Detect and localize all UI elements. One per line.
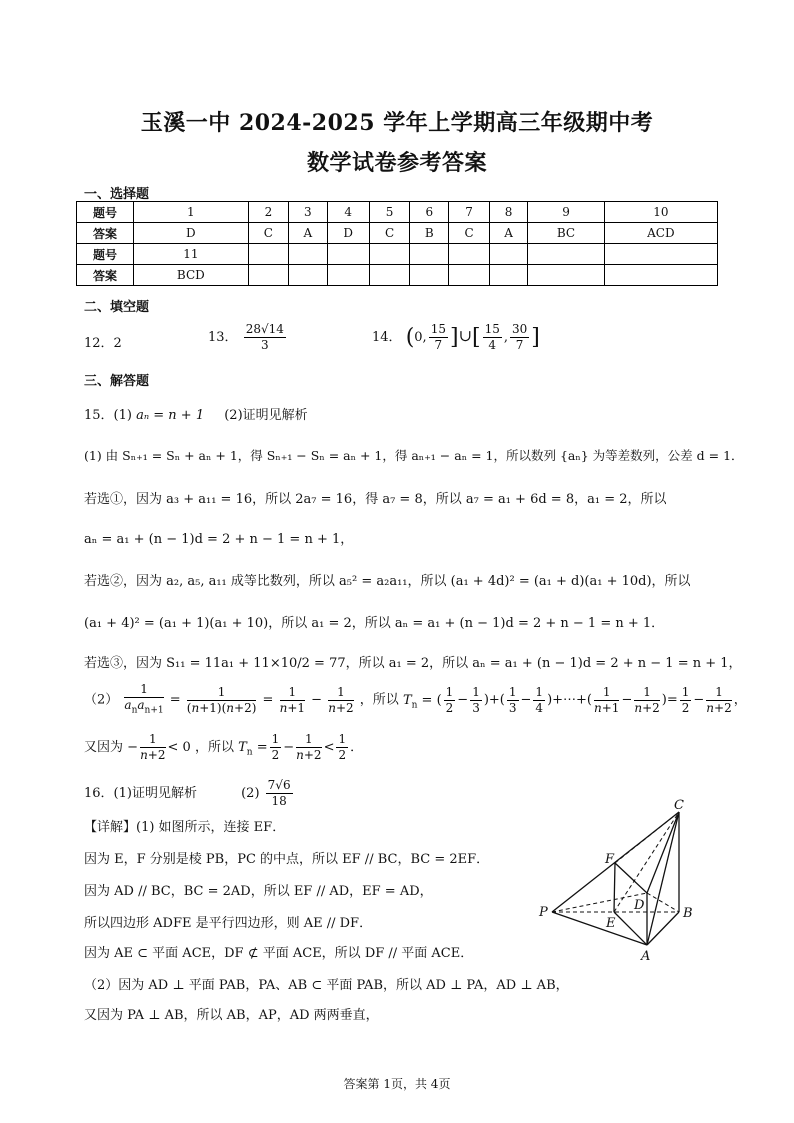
table-cell: 4 <box>327 202 369 223</box>
answer-13-label: 13． <box>208 330 238 345</box>
fraction <box>244 322 286 353</box>
table-row <box>77 223 718 244</box>
table-cell: D <box>327 223 369 244</box>
table-cell: 1 <box>134 202 249 223</box>
table-cell <box>528 244 604 265</box>
q15-head <box>84 404 308 423</box>
table-row <box>77 244 718 265</box>
answer-14-label: 14． <box>372 330 402 345</box>
table-cell: B <box>410 223 449 244</box>
q15-detail-2: 若选①，因为 a₃ + a₁₁ = 16，所以 2a₇ = 16，得 a₇ = 8，所以 a₇ = a₁ + 6d = 8，a₁ = 2，所以 <box>84 492 667 507</box>
q15-detail-6: 若选③，因为 S₁₁ = 11a₁ + 11×10/2 = 77，所以 a₁ = 2，所以 aₙ = a₁ + (n − 1)d = 2 + n − 1 = n + 1， <box>84 656 742 671</box>
table-cell: BC <box>528 223 604 244</box>
q16-detail-7: 又因为 PA ⊥ AB，所以 AB，AP，AD 两两垂直， <box>84 1008 379 1023</box>
table-cell: 9 <box>528 202 604 223</box>
table-cell <box>449 244 489 265</box>
table-cell <box>489 244 527 265</box>
table-cell: 11 <box>134 244 249 265</box>
q15-formula: aₙ = n + 1 <box>136 408 205 423</box>
q15-also: 又因为 <box>84 740 124 755</box>
table-header-cell: 答案 <box>77 265 134 286</box>
section-fill: 二、填空题 <box>84 300 150 315</box>
q16-head <box>84 778 295 809</box>
q15-so2: ，所以 <box>194 740 234 755</box>
table-cell <box>327 265 369 286</box>
q16-detail-5: 因为 AE ⊂ 平面 ACE，DF ⊄ 平面 ACE，所以 DF // 平面 ACE． <box>84 946 474 961</box>
section-solve: 三、解答题 <box>84 374 150 389</box>
table-cell: 6 <box>410 202 449 223</box>
table-cell: BCD <box>134 265 249 286</box>
q16-detail-2: 因为 E，F 分别是棱 PB，PC 的中点，所以 EF // BC，BC = 2EF． <box>84 852 490 867</box>
q15-so: ，所以 <box>359 692 399 708</box>
table-cell: C <box>248 223 288 244</box>
label-B: B <box>683 906 693 921</box>
table-cell: 8 <box>489 202 527 223</box>
section-choice: 一、选择题 <box>84 187 150 202</box>
table-cell <box>604 265 717 286</box>
page-subtitle: 数学试卷参考答案 <box>306 150 487 176</box>
fraction-numerator: 7√6 <box>267 778 291 792</box>
table-cell <box>410 244 449 265</box>
edge-AB <box>647 912 679 945</box>
q15-part2-label: （2） <box>84 692 119 708</box>
table-cell: C <box>369 223 409 244</box>
edge-AC <box>647 812 679 945</box>
fraction-denominator: 3 <box>260 338 269 352</box>
table-cell: D <box>134 223 249 244</box>
q15-detail-1: (1) 由 Sₙ₊₁ = Sₙ + aₙ + 1，得 Sₙ₊₁ − Sₙ = aₙ + 1，得 aₙ₊₁ − aₙ = 1，所以数列 {aₙ} 为等差数列，公差 d = 1． <box>84 448 744 463</box>
edge-DB <box>647 893 679 912</box>
table-header-cell: 题号 <box>77 244 134 265</box>
page-title: 玉溪一中 2024-2025 学年上学期高三年级期中考 <box>140 110 654 136</box>
table-cell: 10 <box>604 202 717 223</box>
q15-detail-5: (a₁ + 4)² = (a₁ + 1)(a₁ + 10)，所以 a₁ = 2，所以 aₙ = a₁ + (n − 1)d = 2 + n − 1 = n + 1． <box>84 616 665 631</box>
q16-detail-4: 所以四边形 ADFE 是平行四边形，则 AE // DF． <box>84 916 373 931</box>
pyramid-figure <box>530 795 710 965</box>
fraction-denominator: 18 <box>271 794 287 808</box>
edge-FD <box>615 863 647 893</box>
answer-13 <box>208 322 288 353</box>
table-cell: A <box>489 223 527 244</box>
table-cell <box>449 265 489 286</box>
label-P: P <box>539 905 548 920</box>
q15-detail-8: 又因为 − $\frac{1}{n+2}$ < 0 ，所以 $T_n$ = $\frac{1}{2}$ − $\frac{1}{n+2}$ < $\frac{1}{2}$ ． <box>84 732 364 762</box>
table-row <box>77 202 718 223</box>
table-cell: ACD <box>604 223 717 244</box>
label-E: E <box>606 916 616 931</box>
table-cell <box>248 265 288 286</box>
table-cell <box>369 244 409 265</box>
q15-part2: (2)证明见解析 <box>224 408 308 423</box>
q15-label: 15．(1) <box>84 408 132 423</box>
label-D: D <box>634 898 645 913</box>
q15-detail-7: （2） $\frac{1}{a_na_{n+1}}$ = $\frac{1}{(n+1)(n+2)}$ = $\frac{1}{n+1}$ − $\frac{1}{n+2}$ ，所以 $T_n$ = ( $\frac{1}{2}$ − $\frac{1}{3}$ )+( $\frac{1}{3}$ − $\frac{1}{4}$ )+⋯+( $\frac{1}{n+1}$ − $\frac{1}{n+2}$ )= $\frac{1}{2}$ − $\frac{1}{n+2}$ ， <box>84 682 747 716</box>
q16-part2: (2) <box>241 786 260 801</box>
q15-detail-3: aₙ = a₁ + (n − 1)d = 2 + n − 1 = n + 1， <box>84 532 354 547</box>
label-C: C <box>674 798 684 813</box>
q16-detail-6: （2）因为 AD ⊥ 平面 PAB，PA、AB ⊂ 平面 PAB，所以 AD ⊥ PA，AD ⊥ AB， <box>84 978 569 993</box>
q16-detail-1: 【详解】(1) 如图所示，连接 EF． <box>84 820 286 835</box>
table-cell <box>528 265 604 286</box>
table-cell: 2 <box>248 202 288 223</box>
fraction <box>266 778 293 809</box>
table-row <box>77 265 718 286</box>
page-footer: 答案第 1页，共 4页 <box>343 1077 451 1091</box>
q16-label: 16．(1)证明见解析 <box>84 786 197 801</box>
label-F: F <box>605 852 615 867</box>
table-cell: 7 <box>449 202 489 223</box>
table-cell <box>248 244 288 265</box>
fraction-numerator: 28√14 <box>245 322 284 336</box>
table-cell <box>604 244 717 265</box>
q15-detail-4: 若选②，因为 a₂, a₅, a₁₁ 成等比数列，所以 a₅² = a₂a₁₁，所以 (a₁ + 4d)² = (a₁ + d)(a₁ + 10d)，所以 <box>84 574 691 589</box>
answer-12: 12．2 <box>84 336 122 351</box>
table-cell <box>289 244 327 265</box>
table-cell: 5 <box>369 202 409 223</box>
edge-EF <box>614 863 615 912</box>
answer-14: 14． (0, $\frac{15}{7}$ ]∪[ $\frac{15}{4}$ , $\frac{30}{7}$ ] <box>372 322 540 352</box>
edge-AE <box>614 912 647 945</box>
table-cell <box>410 265 449 286</box>
table-cell: 3 <box>289 202 327 223</box>
table-cell <box>327 244 369 265</box>
edge-PA <box>552 912 647 945</box>
label-A: A <box>641 949 651 964</box>
answer-table <box>76 201 718 286</box>
table-cell <box>289 265 327 286</box>
edge-PD <box>552 893 647 912</box>
table-cell: A <box>289 223 327 244</box>
table-header-cell: 题号 <box>77 202 134 223</box>
table-cell <box>369 265 409 286</box>
table-cell <box>489 265 527 286</box>
table-cell: C <box>449 223 489 244</box>
table-header-cell: 答案 <box>77 223 134 244</box>
q16-detail-3: 因为 AD // BC，BC = 2AD，所以 EF // AD，EF = AD， <box>84 884 433 899</box>
